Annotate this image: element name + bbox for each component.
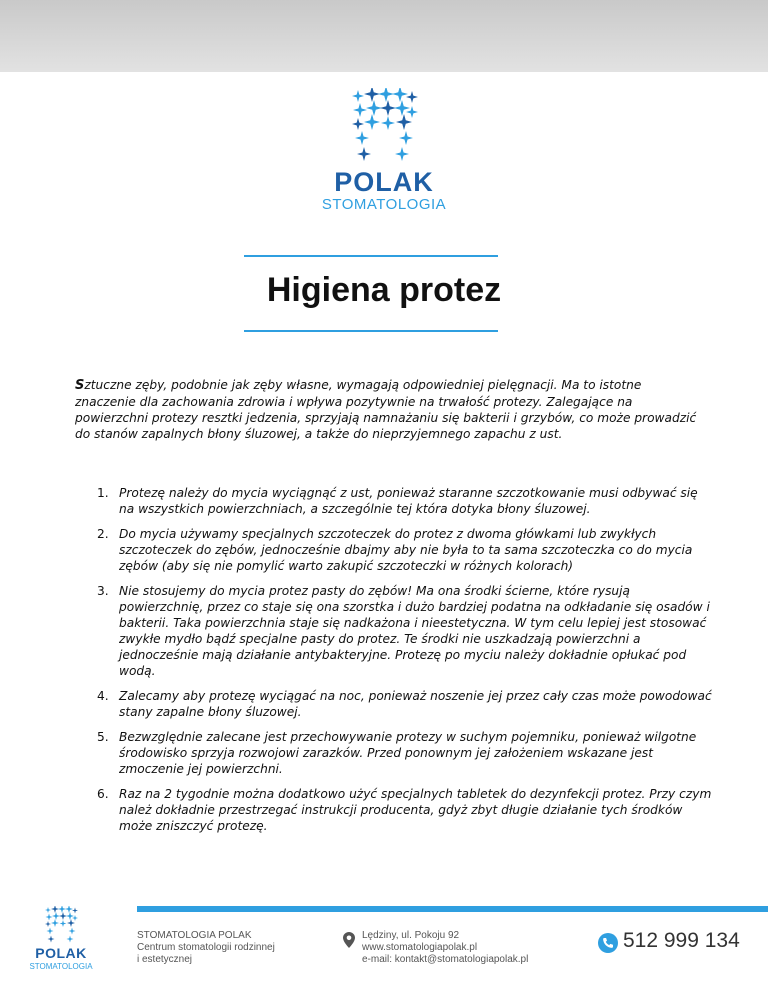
list-item-text: Protezę należy do mycia wyciągnąć z ust, ponieważ staranne szczotkowanie musi odbywać się na wszystkich powierzchniach, a szczególnie tej która dotyka błony śluzowej. [119, 486, 698, 516]
list-item [75, 688, 715, 720]
list-item-number: 4. [97, 689, 109, 703]
list-item-text: Do mycia używamy specjalnych szczoteczek do protez z dwoma główkami lub zwykłych szczoteczek do zębów, jednocześnie dbajmy aby nie była to ta sama szczoteczka co do mycia zębów (aby się nie pomylić warto zakupić szczoteczki w różnych kolorach) [119, 527, 693, 573]
list-item [75, 485, 715, 517]
intro-first-letter: S [75, 378, 85, 393]
intro-paragraph [75, 377, 705, 442]
list-item-text: Zalecamy aby protezę wyciągać na noc, ponieważ noszenie jej przez cały czas może powodować stany zapalne błony śluzowej. [119, 689, 712, 719]
list-item-text: Raz na 2 tygodnie można dodatkowo użyć specjalnych tabletek do dezynfekcji protez. Przy czym należ dokładnie przestrzegać instrukcji producenta, gdyż zbyt długie działanie tych środków może zniszczyć protezę. [119, 787, 712, 833]
footer-company-line: i estetycznej [137, 954, 193, 965]
title-rule-top [244, 255, 498, 257]
polak-logo [304, 88, 464, 216]
list-item [75, 729, 715, 777]
title-rule-bottom [244, 330, 498, 332]
page-title: Higiena protez [266, 271, 502, 309]
footer-address [362, 930, 528, 966]
list-item [75, 786, 715, 834]
location-pin-icon [343, 932, 355, 948]
phone-icon [598, 933, 618, 953]
footer-website-link[interactable]: www.stomatologiapolak.pl [362, 942, 478, 953]
hygiene-list [75, 485, 715, 843]
logo-brand: POLAK [334, 167, 434, 197]
list-item-number: 2. [97, 527, 109, 541]
intro-text: ztuczne zęby, podobnie jak zęby własne, wymagają odpowiedniej pielęgnacji. Ma to istotne znaczenie dla zachowania zdrowia i wpływa pozytywnie na trwałość protezy. Zalegające na powierzchni protezy resztki jedzenia, sprzyjają namnażaniu się bakterii i grzybów, co może prowadzić do stanów zapalnych błony śluzowej, a także do nieprzyjemnego zapachu z ust. [75, 378, 697, 441]
footer-address-street: Lędziny, ul. Pokoju 92 [362, 930, 460, 941]
footer-company-name: STOMATOLOGIA POLAK [137, 930, 252, 941]
footer-bar [137, 906, 768, 912]
sparkle-tooth-icon [350, 88, 418, 164]
list-item [75, 526, 715, 574]
list-item-text: Nie stosujemy do mycia protez pasty do zębów! Ma ona środki ścierne, które rysują powierzchnię, przez co staje się ona szorstka i dużo bardziej podatna na odkładanie się osadów i bakterii. Taka powierzchnia staje się nadkażona i nieestetyczna. W tym celu lepiej jest stosować zwykłe mydło bądź specjalne pasty do protez. Te środki nie uszkadzają powierzchni a jednocześnie mają działanie antybakteryjne. Protezę po myciu należy dokładnie opłukać pod wodą. [119, 584, 710, 678]
footer-company [137, 930, 275, 966]
list-item-number: 1. [97, 486, 109, 500]
footer-logo [22, 906, 100, 978]
list-item-text: Bezwzględnie zalecane jest przechowywanie protezy w suchym pojemniku, ponieważ wilgotne środowisko sprzyja rozwojowi zarazków. Przed ponownym jej założeniem wskazane jest zmoczenie jej powierzchni. [119, 730, 697, 776]
header-band [0, 0, 768, 72]
list-item-number: 3. [97, 584, 109, 598]
logo-subtitle: STOMATOLOGIA [321, 196, 447, 213]
sparkle-tooth-icon [39, 906, 83, 944]
list-item-number: 5. [97, 730, 109, 744]
footer-logo-brand: POLAK [35, 945, 87, 961]
footer-email-link[interactable]: e-mail: kontakt@stomatologiapolak.pl [362, 954, 529, 965]
list-item-number: 6. [97, 787, 109, 801]
footer-logo-subtitle: STOMATOLOGIA [29, 962, 93, 971]
footer-company-line: Centrum stomatologii rodzinnej [137, 942, 275, 953]
list-item [75, 583, 715, 679]
footer-phone-number[interactable]: 512 999 134 [623, 929, 740, 952]
